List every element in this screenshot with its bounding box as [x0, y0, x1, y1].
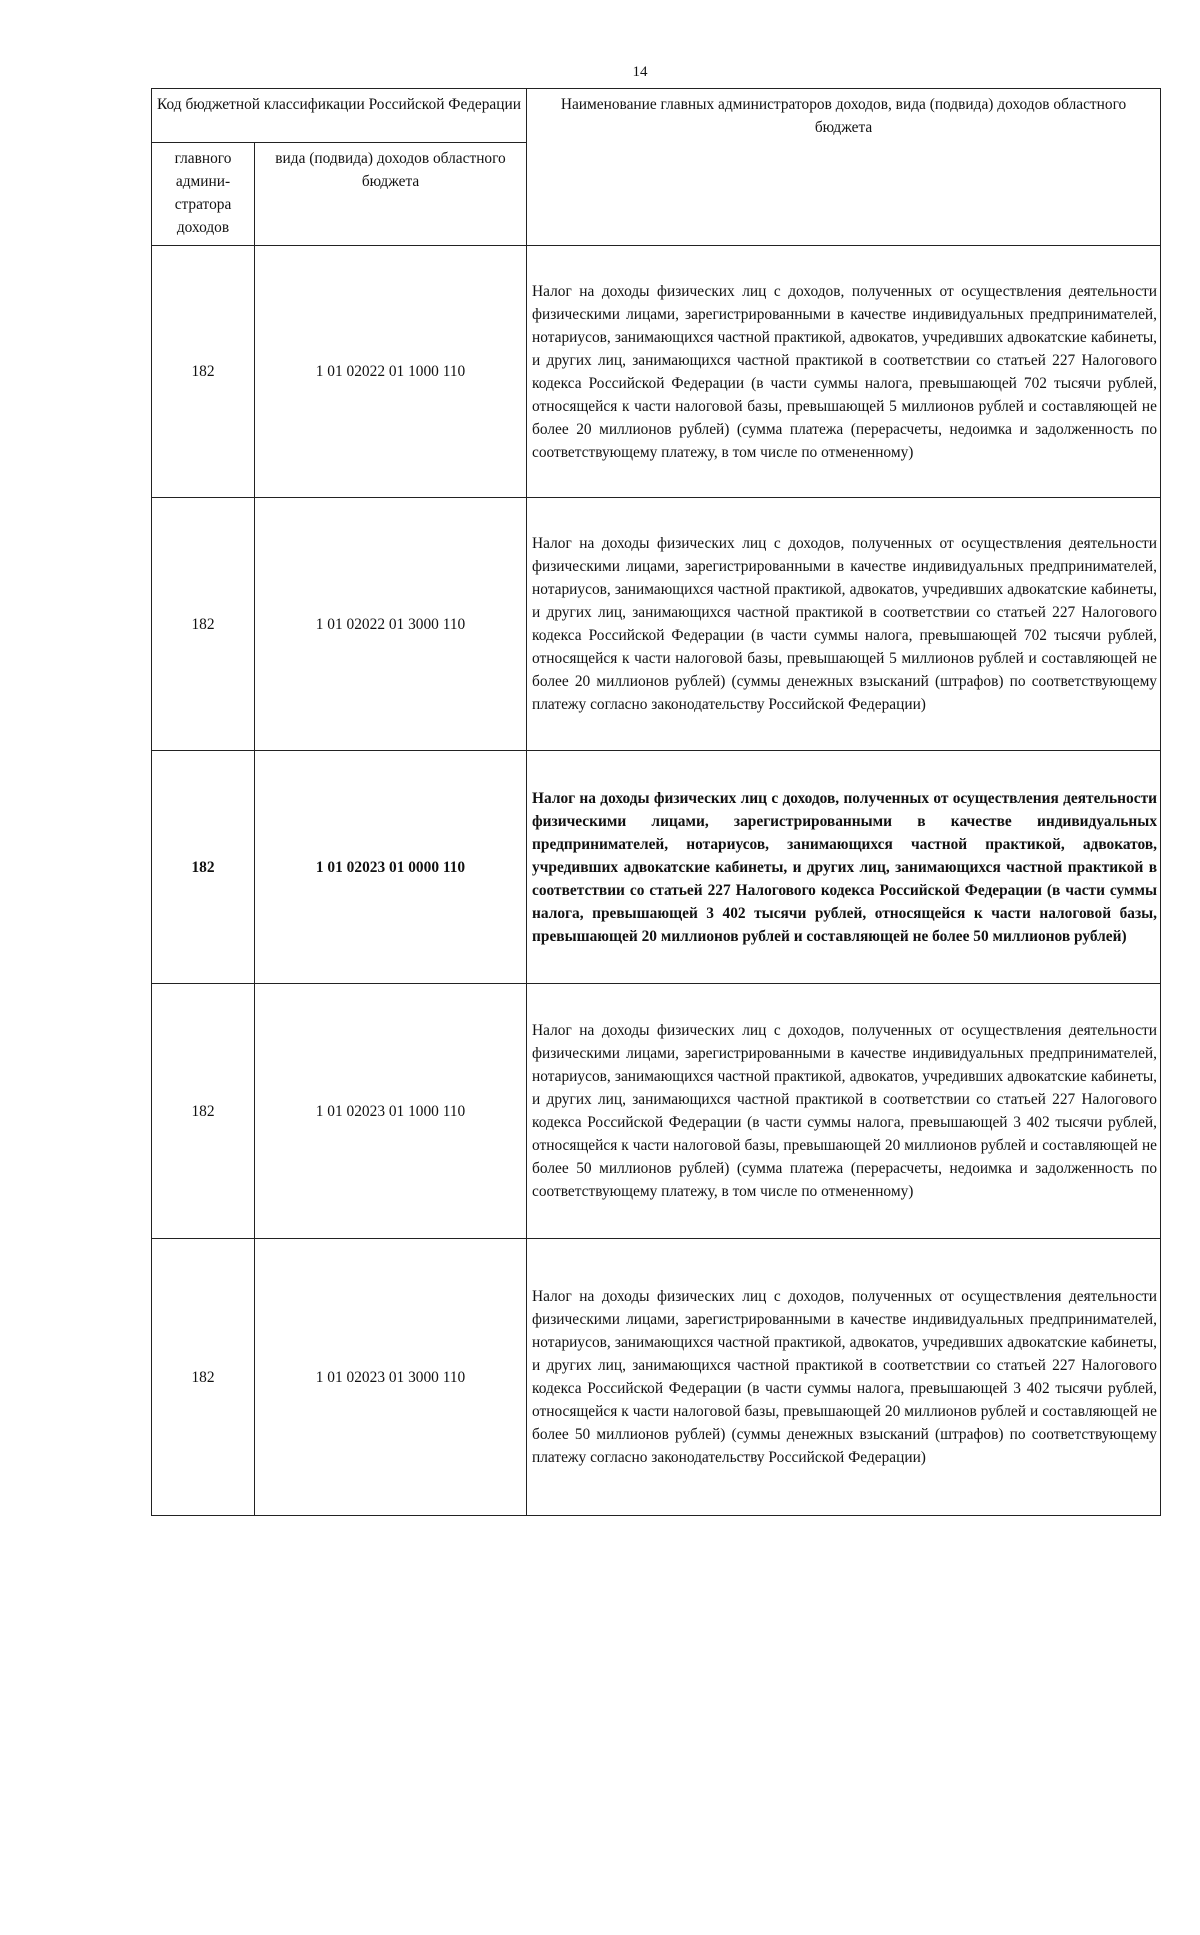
description-cell — [527, 984, 1161, 1239]
description-text: Налог на доходы физических лиц с доходов, полученных от осуществления деятельности физическими лицами, зарегистрированными в качестве индивидуальных предпринимателей, нотариусов, занимающихся частной практикой, адвокатов, учредивших адвокатские кабинеты, и других лиц, занимающихся частной практикой в соответствии со статьей 227 Налогового кодекса Российской Федерации (в части суммы налога, превышающей 702 тысячи рублей, относящейся к части налоговой базы, превышающей 5 миллионов рублей и составляющей не более 20 миллионов рублей) (суммы денежных взысканий (штрафов) по соответствующему платежу согласно законодательству Российской Федерации) — [532, 535, 1158, 713]
table-row — [152, 246, 1161, 498]
header-main-administrator-code: главного админи-стратора доходов — [152, 143, 255, 246]
table-row — [152, 984, 1161, 1239]
header-income-type-code: вида (подвида) доходов областного бюджета — [255, 143, 527, 246]
income-code-cell: 1 01 02022 01 3000 110 — [255, 498, 527, 751]
income-code-cell: 1 01 02022 01 1000 110 — [255, 246, 527, 498]
table-row — [152, 751, 1161, 984]
income-code-cell: 1 01 02023 01 0000 110 — [255, 751, 527, 984]
header-administrator-name: Наименование главных администраторов доходов, вида (подвида) доходов областного бюджета — [527, 89, 1161, 246]
description-cell — [527, 246, 1161, 498]
description-text: Налог на доходы физических лиц с доходов, полученных от осуществления деятельности физическими лицами, зарегистрированными в качестве индивидуальных предпринимателей, нотариусов, занимающихся частной практикой, адвокатов, учредивших адвокатские кабинеты, и других лиц, занимающихся частной практикой в соответствии со статьей 227 Налогового кодекса Российской Федерации (в части суммы налога, превышающей 3 402 тысячи рублей, относящейся к части налоговой базы, превышающей 20 миллионов рублей и составляющей не более 50 миллионов рублей) (сумма платежа (перерасчеты, недоимка и задолженность по соответствующему платежу, в том числе по отмененному) — [532, 1022, 1158, 1200]
table-row — [152, 498, 1161, 751]
description-text: Налог на доходы физических лиц с доходов, полученных от осуществления деятельности физическими лицами, зарегистрированными в качестве индивидуальных предпринимателей, нотариусов, занимающихся частной практикой, адвокатов, учредивших адвокатские кабинеты, и других лиц, занимающихся частной практикой в соответствии со статьей 227 Налогового кодекса Российской Федерации (в части суммы налога, превышающей 3 402 тысячи рублей, относящейся к части налоговой базы, превышающей 20 миллионов рублей и составляющей не более 50 миллионов рублей) (суммы денежных взысканий (штрафов) по соответствующему платежу согласно законодательству Российской Федерации) — [532, 1288, 1158, 1466]
description-text: Налог на доходы физических лиц с доходов, полученных от осуществления деятельности физическими лицами, зарегистрированными в качестве индивидуальных предпринимателей, нотариусов, занимающихся частной практикой, адвокатов, учредивших адвокатские кабинеты, и других лиц, занимающихся частной практикой в соответствии со статьей 227 Налогового кодекса Российской Федерации (в части суммы налога, превышающей 702 тысячи рублей, относящейся к части налоговой базы, превышающей 5 миллионов рублей и составляющей не более 20 миллионов рублей) (сумма платежа (перерасчеты, недоимка и задолженность по соответствующему платежу, в том числе по отмененному) — [532, 282, 1158, 461]
admin-code-cell: 182 — [152, 246, 255, 498]
table-row — [152, 1239, 1161, 1516]
description-cell — [527, 1239, 1161, 1516]
admin-code-cell: 182 — [152, 498, 255, 751]
table-header-row-1 — [152, 89, 1161, 143]
description-text: Налог на доходы физических лиц с доходов, полученных от осуществления деятельности физическими лицами, зарегистрированными в качестве индивидуальных предпринимателей, нотариусов, занимающихся частной практикой, адвокатов, учредивших адвокатские кабинеты, и других лиц, занимающихся частной практикой в соответствии со статьей 227 Налогового кодекса Российской Федерации (в части суммы налога, превышающей 3 402 тысячи рублей, относящейся к части налоговой базы, превышающей 20 миллионов рублей и составляющей не более 50 миллионов рублей) — [532, 789, 1158, 945]
admin-code-cell: 182 — [152, 984, 255, 1239]
admin-code-cell: 182 — [152, 1239, 255, 1516]
income-code-cell: 1 01 02023 01 3000 110 — [255, 1239, 527, 1516]
header-budget-code-group: Код бюджетной классификации Российской Федерации — [152, 89, 527, 143]
description-cell — [527, 751, 1161, 984]
description-cell — [527, 498, 1161, 751]
income-code-cell: 1 01 02023 01 1000 110 — [255, 984, 527, 1239]
admin-code-cell: 182 — [152, 751, 255, 984]
budget-classification-table — [151, 88, 1161, 1516]
page-number: 14 — [632, 64, 648, 80]
